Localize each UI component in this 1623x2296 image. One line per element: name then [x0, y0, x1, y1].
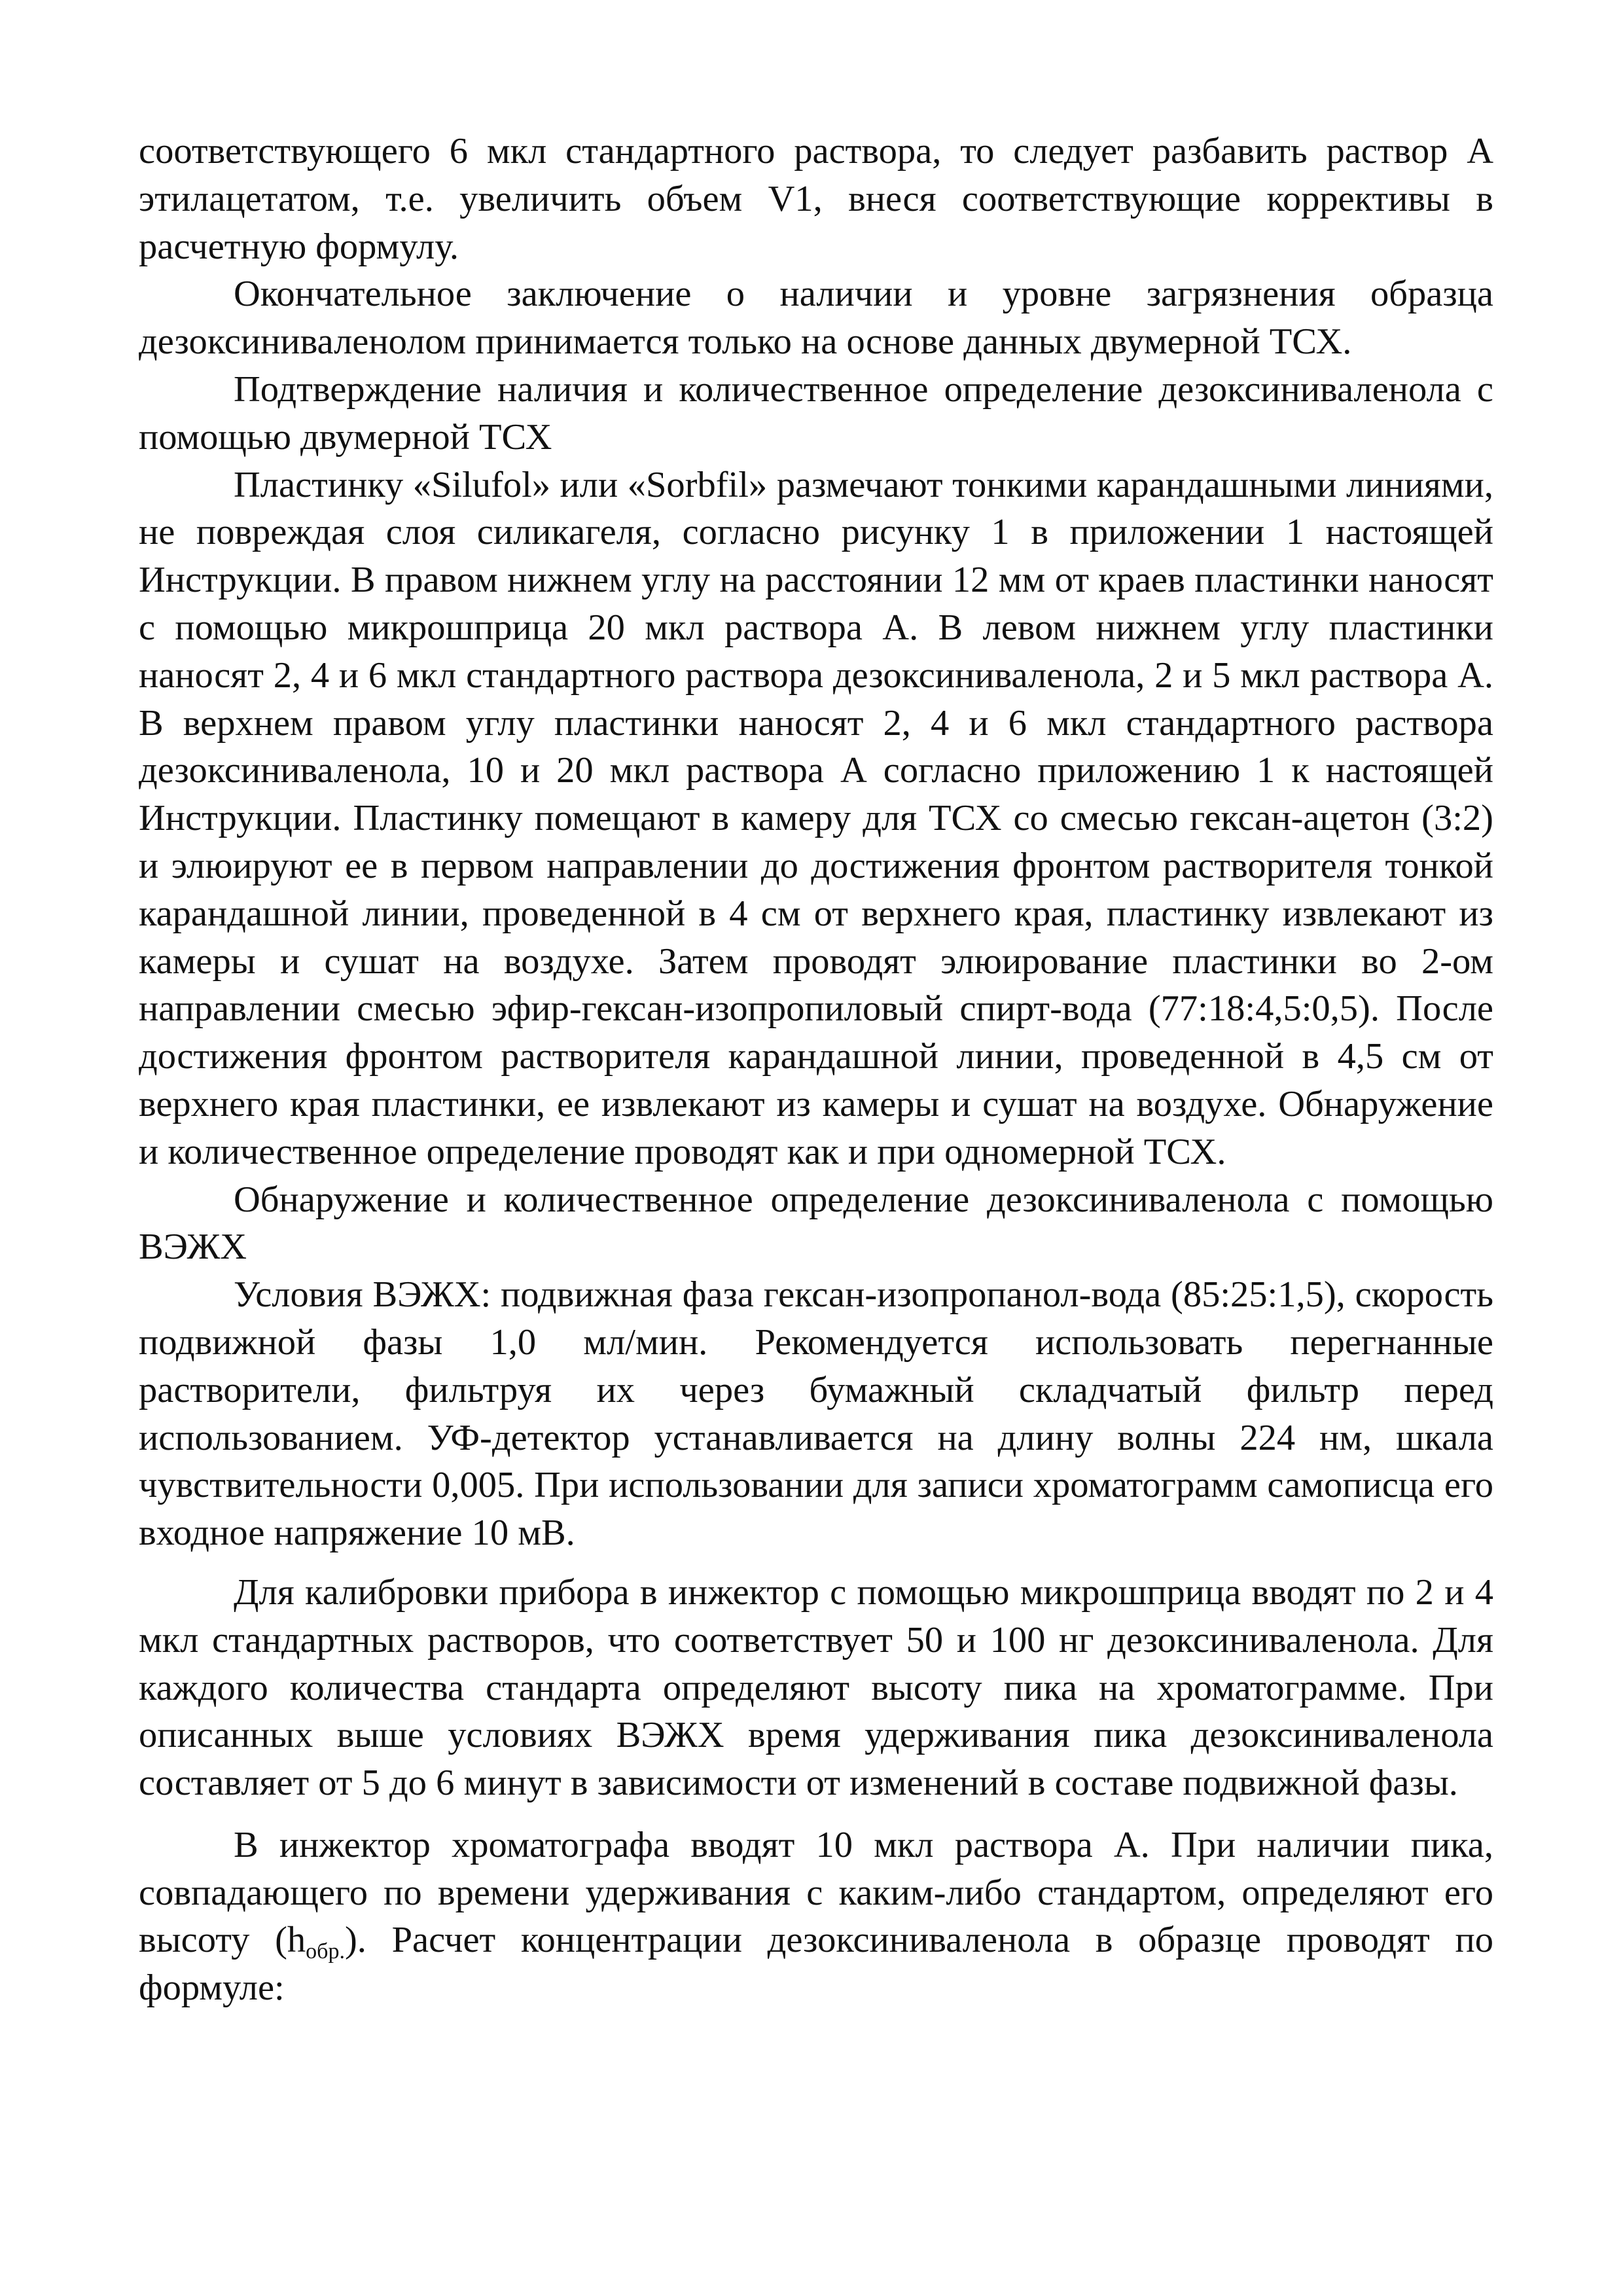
document-page	[139, 128, 1493, 2012]
section-heading-hplc: Обнаружение и количественное определение дезоксиниваленола с помощью ВЭЖХ	[139, 1179, 1493, 1268]
paragraph-calibration: Для калибровки прибора в инжектор с помощью микрошприца вводят по 2 и 4 мкл стандартных растворов, что соответствует 50 и 100 нг дезоксиниваленола. Для каждого количества стандарта определяют высоту пика на хроматограмме. При описанных выше условиях ВЭЖХ время удерживания пика дезоксиниваленола составляет от 5 до 6 минут в зависимости от изменений в составе подвижной фазы.	[139, 1571, 1493, 1804]
paragraph-2d-tlc-procedure: Пластинку «Silufol» или «Sorbfil» размечают тонкими карандашными линиями, не повреждая слоя силикагеля, согласно рисунку 1 в приложении 1 настоящей Инструкции. В правом нижнем углу на расстоянии 12 мм от краев пластинки наносят с помощью микрошприца 20 мкл раствора А. В левом нижнем углу пластинки наносят 2, 4 и 6 мкл стандартного раствора дезоксиниваленола, 2 и 5 мкл раствора А. В верхнем правом углу пластинки наносят 2, 4 и 6 мкл стандартного раствора дезоксиниваленола, 10 и 20 мкл раствора А согласно приложению 1 к настоящей Инструкции. Пластинку помещают в камеру для ТСХ со смесью гексан-ацетон (3:2) и элюируют ее в первом направлении до достижения фронтом растворителя тонкой карандашной линии, проведенной в 4 см от верхнего края, пластинку извлекают из камеры и сушат на воздухе. Затем проводят элюирование пластинки во 2-ом направлении смесью эфир-гексан-изопропиловый спирт-вода (77:18:4,5:0,5). После достижения фронтом растворителя карандашной линии, проведенной в 4,5 см от верхнего края пластинки, ее извлекают из камеры и сушат на воздухе. Обнаружение и количественное определение проводят как и при одномерной ТСХ.	[139, 464, 1493, 1172]
h-subscript: обр.	[306, 1939, 345, 1964]
calculation-text-part2: ). Расчет концентрации дезоксиниваленола в образце проводят по формуле:	[139, 1920, 1493, 2009]
paragraph-conclusion: Окончательное заключение о наличии и уровне загрязнения образца дезоксиниваленолом принимается только на основе данных двумерной ТСХ.	[139, 274, 1493, 363]
paragraph-calculation	[139, 1821, 1493, 2012]
section-heading-2d-tlc: Подтверждение наличия и количественное определение дезоксиниваленола с помощью двумерной ТСХ	[139, 368, 1493, 457]
paragraph-continuation: соответствующего 6 мкл стандартного раствора, то следует разбавить раствор А этилацетатом, т.е. увеличить объем V1, внеся соответствующие коррективы в расчетную формулу.	[139, 131, 1493, 267]
paragraph-hplc-conditions: Условия ВЭЖХ: подвижная фаза гексан-изопропанол-вода (85:25:1,5), скорость подвижной фазы 1,0 мл/мин. Рекомендуется использовать перегнанные растворители, фильтруя их через бумажный складчатый фильтр перед использованием. УФ-детектор устанавливается на длину волны 224 нм, шкала чувствительности 0,005. При использовании для записи хроматограмм самописца его входное напряжение 10 мВ.	[139, 1274, 1493, 1554]
calculation-text-part1: В инжектор хроматографа вводят 10 мкл раствора А. При наличии пика, совпадающего по времени удерживания с каким-либо стандартом, определяют его высоту (h	[139, 1824, 1493, 1961]
